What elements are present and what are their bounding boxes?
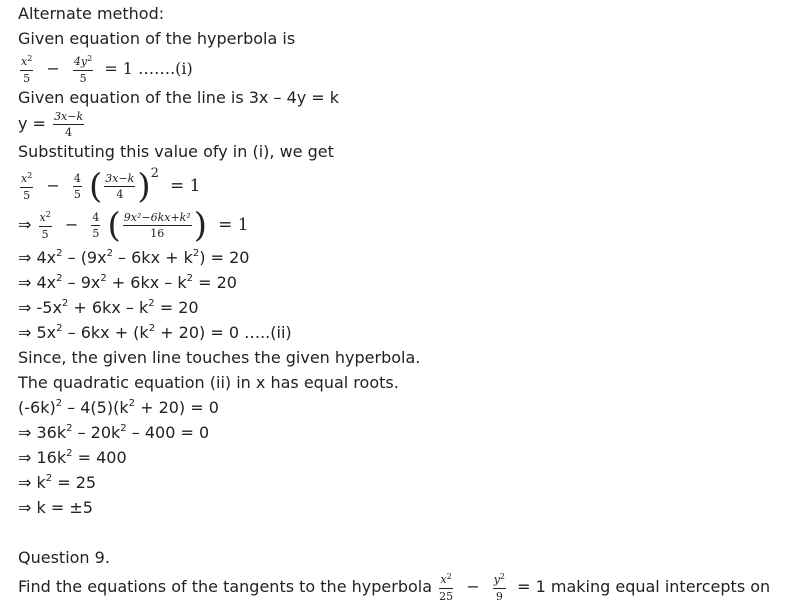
- fraction: $\frac{4}{5}$: [92, 211, 100, 240]
- equation-hyperbola: $\frac{x^2}{5}$ − $\frac{4y^2}{5}$ = 1 …….(i): [21, 53, 193, 85]
- question-text: Find the equations of the tangents to the hyperbola $\frac{x^2}{25}$ − $\frac{y^2}{9}$ = 1 making equal intercepts on: [18, 571, 771, 603]
- line-given-hyperbola: Given equation of the hyperbola is: [18, 29, 296, 48]
- step-line: ⇒ $36k^2 - 20k^2 - 400 = 0$: [18, 423, 210, 442]
- line-alternate-method: Alternate method:: [18, 4, 165, 23]
- step-line: ⇒ $4x^2 - 9x^2 + 6kx - k^2 = 20$: [18, 273, 237, 292]
- fraction: $\frac{3x-k}{4}$: [54, 110, 84, 139]
- step-line: ⇒ $16k^2 = 400$: [18, 448, 127, 467]
- fraction: $\frac{x^2}{5}$: [21, 170, 33, 202]
- fraction: $\frac{x^2}{5}$: [39, 209, 51, 241]
- step-line: ⇒ $5x^2 - 6kx + (k^2 + 20) = 0$ …..(ii): [18, 323, 292, 342]
- question-heading: Question 9.: [18, 548, 110, 567]
- step-line: ⇒ $k^2 = 25$: [18, 473, 97, 492]
- line-quadratic: The quadratic equation (ii) in x has equal roots.: [18, 373, 399, 392]
- equation-substituted: $\frac{x^2}{5}$ − $\frac{4}{5}$ ( $\frac{3x-k}{4}$ )$^2$ = 1: [21, 166, 201, 207]
- fraction: $\frac{3x-k}{4}$: [105, 172, 135, 201]
- fraction: $\frac{y^2}{9}$: [493, 571, 506, 603]
- fraction: $\frac{4y^2}{5}$: [73, 53, 93, 85]
- fraction: $\frac{4}{5}$: [73, 172, 81, 201]
- fraction: $\frac{x^2}{5}$: [21, 53, 33, 85]
- equation-y: y = $\frac{3x-k}{4}$: [18, 110, 84, 139]
- line-substituting: Substituting this value ofy in (i), we get: [18, 142, 334, 161]
- step-line: ⇒ $-5x^2 + 6kx - k^2 = 20$: [18, 298, 199, 317]
- line-since: Since, the given line touches the given hyperbola.: [18, 348, 421, 367]
- fraction: $\frac{x^2}{25}$: [439, 571, 454, 603]
- step-line: ⇒ k = ±5: [18, 498, 93, 517]
- step-line: ⇒ $4x^2 - (9x^2 - 6kx + k^2) = 20$: [18, 248, 250, 267]
- equation-expanded: ⇒ $\frac{x^2}{5}$ − $\frac{4}{5}$ ( $\frac{\text{9x²−6kx+k²}}{16}$ ) = 1: [18, 205, 249, 246]
- step-line: $(-6k)^2 - 4(5)(k^2 + 20) = 0$: [18, 398, 219, 417]
- line-given-line: Given equation of the line is 3x – 4y = k: [18, 88, 340, 107]
- fraction: $\frac{\text{9x²−6kx+k²}}{16}$: [123, 211, 191, 240]
